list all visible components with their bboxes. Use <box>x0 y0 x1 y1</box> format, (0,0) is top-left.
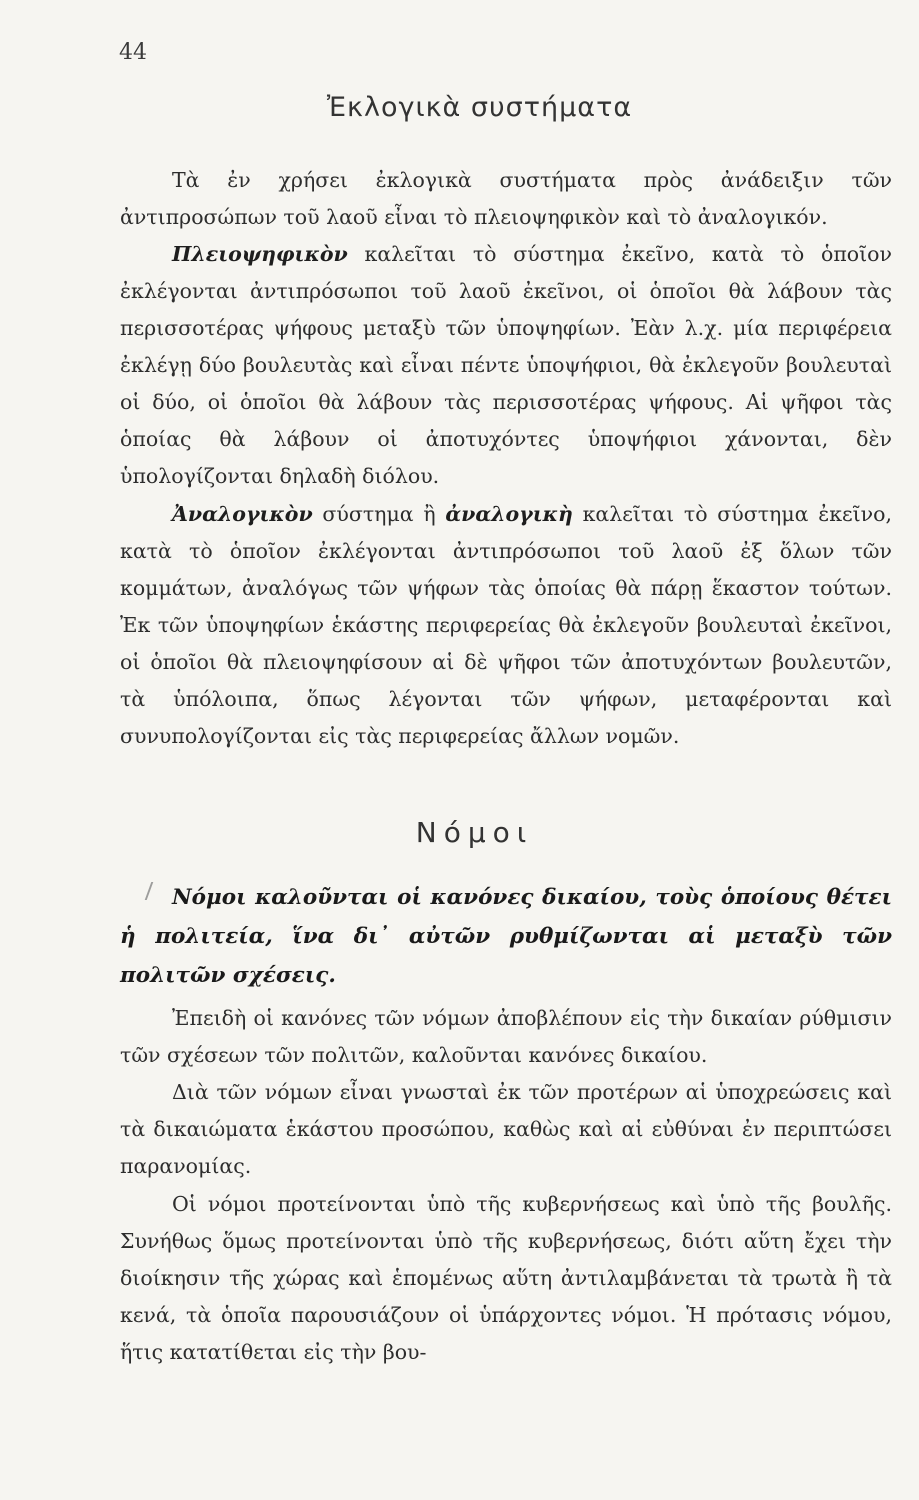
paragraph-laws-obligations: Διὰ τῶν νόμων εἶναι γνωσταὶ ἐκ τῶν προτέρων αἱ ὑποχρεώσεις καὶ τὰ δικαιώματα ἑκάστου προσώπου, καθὼς καὶ αἱ εὐθύναι ἐν περιπτώσει παρανομίας. <box>120 1080 892 1178</box>
term-majority: Πλειοψηφικὸν <box>172 242 348 266</box>
paragraph-laws-proposal: Οἱ νόμοι προτείνονται ὑπὸ τῆς κυβερνήσεως καὶ ὑπὸ τῆς βουλῆς. Συνήθως ὅμως προτείνονται ὑπὸ τῆς κυβερνήσεως, διότι αὕτη ἔχει τὴν διοίκησιν τῆς χώρας καὶ ἑπομένως αὕτη ἀντιλαμβάνεται τὰ τρωτὰ ἢ τὰ κενά, τὰ ὁποῖα παρουσιάζουν οἱ ὑπάρχοντες νόμοι. Ἡ πρότασις νόμου, ἥτις κατατίθεται εἰς τὴν βου- <box>120 1192 892 1364</box>
paragraph-electoral-intro: Τὰ ἐν χρήσει ἐκλογικὰ συστήματα πρὸς ἀνάδειξιν τῶν ἀντιπροσώπων τοῦ λαοῦ εἶναι τὸ πλειοψηφικὸν καὶ τὸ ἀναλογικόν. <box>120 168 892 229</box>
paragraph-proportional-mid: σύστημα ἢ <box>312 502 446 526</box>
definition-laws: Νόμοι καλοῦνται οἱ κανόνες δικαίου, τοὺς ὁποίους θέτει ἡ πολιτεία, ἵνα δι᾽ αὐτῶν ρυθμίζωνται αἱ μεταξὺ τῶν πολιτῶν σχέσεις. <box>120 885 892 988</box>
paragraph-majority-system <box>120 236 892 495</box>
section-title-laws: Νόμοι <box>415 816 534 849</box>
paragraph-proportional-body: καλεῖται τὸ σύστημα ἐκεῖνο, κατὰ τὸ ὁποῖον ἐκλέγονται ἀντιπρόσωποι τοῦ λαοῦ ἐξ ὅλων τῶν κομμάτων, ἀναλόγως τῶν ψήφων τὰς ὁποίας θὰ πάρῃ ἕκαστον τούτων. Ἐκ τῶν ὑποψηφίων ἑκάστης περιφερείας θὰ ἐκλεγοῦν βουλευταὶ ἐκεῖνοι, οἱ ὁποῖοι θὰ πλειοψηφίσουν αἱ δὲ ψῆφοι τῶν ἀποτυχόντων βουλευτῶν, τὰ ὑπόλοιπα, ὅπως λέγονται τῶν ψήφων, μεταφέρονται καὶ συνυπολογίζονται εἰς τὰς περιφερείας ἄλλων νομῶν. <box>120 502 892 748</box>
section-title-electoral-systems: Ἐκλογικὰ συστήματα <box>326 92 633 123</box>
paragraph-laws-justice: Ἐπειδὴ οἱ κανόνες τῶν νόμων ἀποβλέπουν εἰς τὴν δικαίαν ρύθμισιν τῶν σχέσεων τῶν πολιτῶν, καλοῦνται κανόνες δικαίου. <box>120 1006 892 1067</box>
term-proportional-alt: ἀναλογικὴ <box>445 502 573 526</box>
page-number: 44 <box>119 40 147 65</box>
paragraph-majority-body: καλεῖται τὸ σύστημα ἐκεῖνο, κατὰ τὸ ὁποῖον ἐκλέγονται ἀντιπρόσωποι τοῦ λαοῦ ἐκεῖνοι, οἱ ὁποῖοι θὰ λάβουν τὰς περισσοτέρας ψήφους μεταξὺ τῶν ὑποψηφίων. Ἐὰν λ.χ. μία περιφέρεια ἐκλέγῃ δύο βουλευτὰς καὶ εἶναι πέντε ὑποψήφιοι, θὰ ἐκλεγοῦν βουλευταὶ οἱ δύο, οἱ ὁποῖοι θὰ λάβουν τὰς περισσοτέρας ψήφους. Αἱ ψῆφοι τὰς ὁποίας θὰ λάβουν οἱ ἀποτυχόντες ὑποψήφιοι χάνονται, δὲν ὑπολογίζονται δηλαδὴ διόλου. <box>120 242 892 488</box>
term-proportional: Ἀναλογικὸν <box>172 502 313 526</box>
paragraph-proportional-system <box>120 496 892 755</box>
